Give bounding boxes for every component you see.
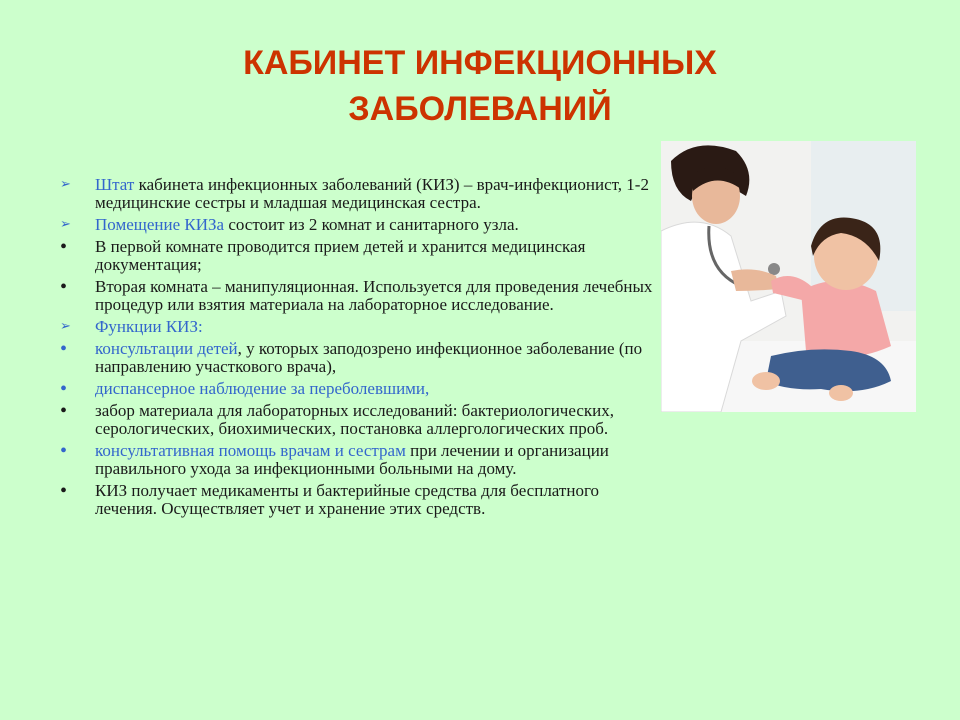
bullet-highlight: консультативная помощь врачам и сестрам xyxy=(95,441,406,460)
bullet-text: , у которых заподозрено инфекционное заболевание (по направлению участкового врача), xyxy=(95,339,643,376)
bullet-text: В первой комнате проводится прием детей и хранится медицинская документация; xyxy=(95,237,586,274)
list-item xyxy=(60,176,665,212)
bullet-text: Вторая комната – манипуляционная. Используется для проведения лечебных процедур или взятия материала на лабораторное исследование. xyxy=(95,277,653,314)
slide-title-line-1: КАБИНЕТ ИНФЕКЦИОННЫХ xyxy=(243,44,717,82)
bullet-highlight: консультации детей xyxy=(95,339,238,358)
bullet-text: забор материала для лабораторных исследований: бактериологических, серологических, биохимических, постановка аллергологических проб. xyxy=(95,401,614,438)
doctor-child-illustration xyxy=(661,141,916,412)
arrow-bullet-icon: ➢ xyxy=(60,319,71,334)
list-item xyxy=(60,216,665,234)
list-item xyxy=(60,380,665,398)
dot-bullet-icon: • xyxy=(60,480,68,502)
bullet-highlight: Функции КИЗ: xyxy=(95,317,203,336)
dot-bullet-icon: • xyxy=(60,236,68,258)
bullet-text: КИЗ получает медикаменты и бактерийные средства для бесплатного лечения. Осуществляет учет и хранение этих средств. xyxy=(95,481,599,518)
bullet-highlight: диспансерное наблюдение за переболевшими, xyxy=(95,379,430,398)
bullet-text: состоит из 2 комнат и санитарного узла. xyxy=(224,215,519,234)
arrow-bullet-icon: ➢ xyxy=(60,217,71,232)
dot-bullet-icon: • xyxy=(60,276,68,298)
list-item xyxy=(60,442,665,478)
list-item xyxy=(60,238,665,274)
dot-bullet-icon: • xyxy=(60,440,68,462)
slide-title-line-2: ЗАБОЛЕВАНИЙ xyxy=(348,90,612,128)
dot-bullet-icon: • xyxy=(60,378,68,400)
list-item xyxy=(60,402,665,438)
bullet-list xyxy=(60,176,665,522)
list-item xyxy=(60,482,665,518)
bullet-highlight: Помещение КИЗа xyxy=(95,215,225,234)
arrow-bullet-icon: ➢ xyxy=(60,177,71,192)
list-item xyxy=(60,340,665,376)
bullet-text: кабинета инфекционных заболеваний (КИЗ) – врач-инфекционист, 1-2 медицинские сестры и младшая медицинская сестра. xyxy=(95,175,649,212)
doctor-child-photo xyxy=(661,141,916,412)
dot-bullet-icon: • xyxy=(60,400,68,422)
bullet-text: при лечении и организации правильного ухода за инфекционными больными на дому. xyxy=(95,441,609,478)
list-item xyxy=(60,278,665,314)
list-item xyxy=(60,318,665,336)
slide-title xyxy=(0,40,960,132)
dot-bullet-icon: • xyxy=(60,338,68,360)
bullet-highlight: Штат xyxy=(95,175,135,194)
